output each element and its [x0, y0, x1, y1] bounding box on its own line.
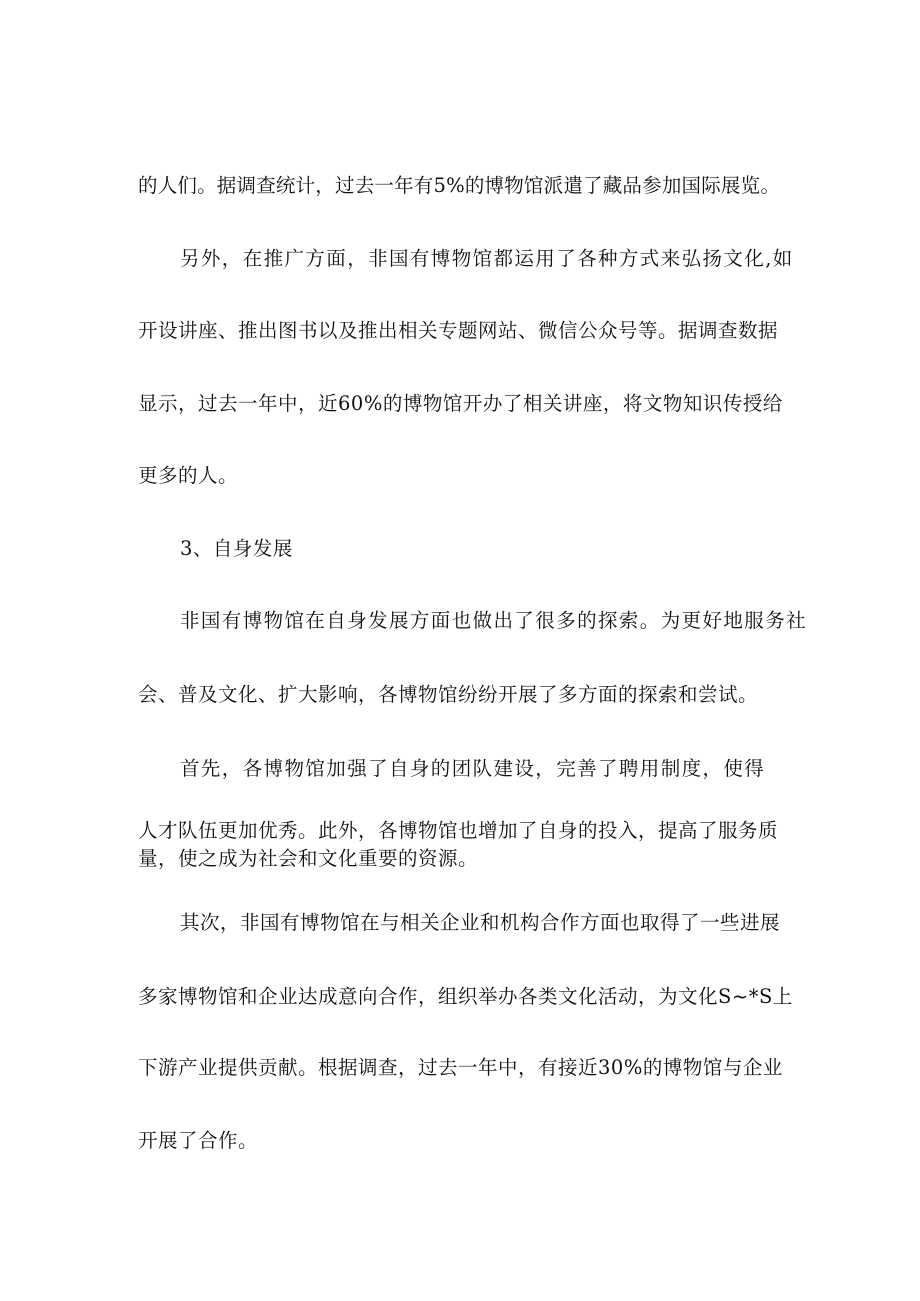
- text-line-4: 显示，过去一年中，近60%的博物馆开办了相关讲座，将文物知识传授给: [138, 392, 783, 415]
- text-line-12: 其次，非国有博物馆在与相关企业和机构合作方面也取得了一些进展: [180, 911, 781, 934]
- text-line-5: 更多的人。: [138, 464, 239, 487]
- text-line-10: 人才队伍更加优秀。此外，各博物馆也增加了自身的投入，提高了服务质: [138, 819, 779, 842]
- text-line-1: 的人们。据调查统计，过去一年有5%的博物馆派遣了藏品参加国际展览。: [138, 174, 781, 197]
- text-line-3: 开设讲座、推出图书以及推出相关专题网站、微信公众号等。据调查数据: [138, 319, 779, 342]
- section-heading: 3、自身发展: [180, 537, 293, 560]
- text-line-9: 首先，各博物馆加强了自身的团队建设，完善了聘用制度，使得: [180, 757, 766, 780]
- text-line-2: 另外，在推广方面，非国有博物馆都运用了各种方式来弘扬文化,如: [180, 247, 794, 270]
- text-line-14: 下游产业提供贡献。根据调查，过去一年中，有接近30%的博物馆与企业: [138, 1056, 783, 1079]
- text-line-8: 会、普及文化、扩大影响，各博物馆纷纷开展了多方面的探索和尝试。: [138, 683, 759, 706]
- text-line-11: 量，使之成为社会和文化重要的资源。: [138, 847, 479, 870]
- text-line-15: 开展了合作。: [138, 1129, 259, 1152]
- text-line-7: 非国有博物馆在自身发展方面也做出了很多的探索。为更好地服务社: [180, 609, 808, 632]
- text-line-13: 多家博物馆和企业达成意向合作，组织举办各类文化活动，为文化S~*S上: [138, 985, 793, 1008]
